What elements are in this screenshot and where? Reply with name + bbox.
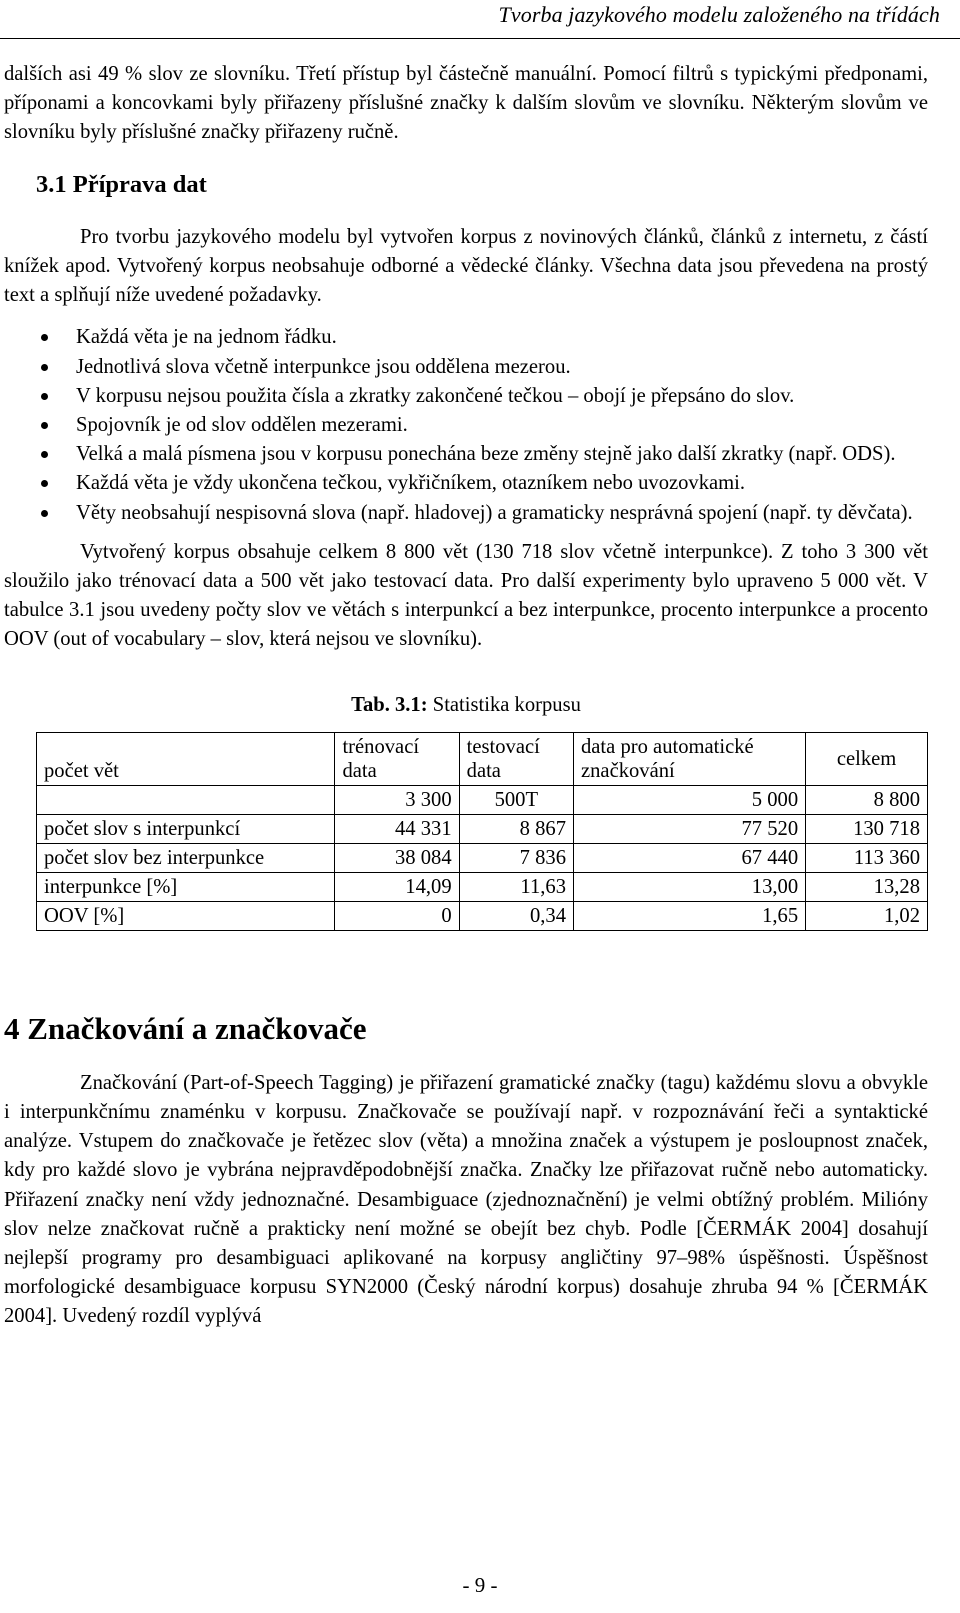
table-cell: 1,65: [574, 901, 806, 930]
table-cell: 38 084: [335, 843, 459, 872]
table-cell: 130 718: [806, 814, 928, 843]
bullet-icon: [41, 451, 48, 458]
column-header: data pro automatické značkování: [574, 732, 806, 785]
table-cell: 44 331: [335, 814, 459, 843]
table-cell: 0: [335, 901, 459, 930]
requirements-list: [4, 323, 928, 527]
table-header-row: [37, 732, 928, 785]
row-label: interpunkce [%]: [37, 872, 335, 901]
table-cell: 113 360: [806, 843, 928, 872]
table-cell: 0,34: [459, 901, 573, 930]
table-cell: 1,02: [806, 901, 928, 930]
heading-spacer: [4, 1049, 928, 1069]
list-item: [4, 411, 928, 440]
table-cell: 67 440: [574, 843, 806, 872]
intro-paragraph: dalších asi 49 % slov ze slovníku. Třetí přístup byl částečně manuální. Pomocí filtrů s typickými předponami, příponami a koncovkami byly přiřazeny příslušné značky k dalším slovům ve slovníku. Některým slovům ve slovníku byly příslušné značky přiřazeny ručně.: [4, 63, 928, 144]
table-caption-label: Tab. 3.1:: [351, 693, 428, 716]
page-number: - 9 -: [462, 1573, 498, 1597]
chapter-heading-4: 4 Značkování a značkovače: [4, 1010, 367, 1046]
table-cell: 11,63: [459, 872, 573, 901]
row-label: počet slov bez interpunkce: [37, 843, 335, 872]
running-header: Tvorba jazykového modelu založeného na třídách: [498, 2, 940, 27]
list-item: [4, 323, 928, 352]
list-item: [4, 440, 928, 469]
section-4-paragraph: Značkování (Part-of-Speech Tagging) je přiřazení gramatické značky (tagu) každému slovu a obvykle i interpunkčnímu znaménku v korpusu. Značkovače se používají např. v rozpoznávání řeči a syntaktické analýze. Vstupem do značkovače je řetězec slov (věta) a množina značek a výstupem je posloupnost značek, kdy pro každé slovo je vybrána nejpravděpodobnější značka. Značky lze přiřazovat ručně nebo automaticky. Přiřazení značky není vždy jednoznačné. Desambiguace (zjednoznačnění) je velmi obtížný problém. Milióny slov nelze značkovat ručně a prakticky není možné se obejít bez chyb. Podle [ČERMÁK 2004] dosahují nejlepší programy pro desambiguaci aplikované na korpusy angličtiny 97–98% úspěšnosti. Úspěšnost morfologické desambiguace korpusu SYN2000 (Český národní korpus) dosahuje zhruba 94 % [ČERMÁK 2004]. Uvedený rozdíl vyplývá: [4, 1071, 928, 1328]
table-cell: 8 867: [459, 814, 573, 843]
table-cell: 14,09: [335, 872, 459, 901]
list-item-text: Věty neobsahují nespisovná slova (např. hladovej) a gramaticky nesprávná spojení (např. ty děvčata).: [76, 501, 913, 524]
bullet-icon: [41, 334, 48, 341]
table-caption: [4, 691, 928, 720]
row-label: počet slov s interpunkcí: [37, 814, 335, 843]
page-content: [4, 60, 928, 1332]
bullet-icon: [41, 422, 48, 429]
table-row: [37, 901, 928, 930]
column-header: celkem: [806, 732, 928, 785]
row-label: OOV [%]: [37, 901, 335, 930]
list-item: [4, 469, 928, 498]
corpus-statistics-table: [36, 732, 928, 931]
table-cell: 13,00: [574, 872, 806, 901]
table-row: [37, 843, 928, 872]
table-cell: 13,28: [806, 872, 928, 901]
table-cell: 77 520: [574, 814, 806, 843]
list-item: [4, 353, 928, 382]
table-cell: 7 836: [459, 843, 573, 872]
list-item-text: Jednotlivá slova včetně interpunkce jsou oddělena mezerou.: [76, 355, 571, 378]
table-row: [37, 814, 928, 843]
table-cell: 3 300: [335, 785, 459, 814]
table-row: [37, 872, 928, 901]
bullet-icon: [41, 393, 48, 400]
column-header: testovací data: [459, 732, 573, 785]
list-item-text: Každá věta je na jednom řádku.: [76, 326, 337, 349]
section-3-1-paragraph-2: Vytvořený korpus obsahuje celkem 8 800 vět (130 718 slov včetně interpunkce). Z toho 3 300 vět sloužilo jako trénovací data a 500 vět jako testovací data. Pro další experimenty bylo upraveno 5 000 vět. V tabulce 3.1 jsou uvedeny počty slov ve větách s interpunkcí a bez interpunkce, procento interpunkce a procento OOV (out of vocabulary – slov, která nejsou ve slovníku).: [4, 540, 928, 651]
list-item-text: Spojovník je od slov oddělen mezerami.: [76, 414, 408, 437]
table-cell: 5 000: [574, 785, 806, 814]
list-item-text: Velká a malá písmena jsou v korpusu ponechána beze změny stejně jako další zkratky (např. ODS).: [76, 443, 896, 466]
table-cell: 8 800: [806, 785, 928, 814]
section-spacer: [4, 931, 928, 1009]
section-heading-3-1: 3.1 Příprava dat: [36, 170, 207, 198]
section-3-1-paragraph: Pro tvorbu jazykového modelu byl vytvořen korpus z novinových článků, článků z internetu, z částí knížek apod. Vytvořený korpus neobsahuje odborné a vědecké články. Všechna data jsou převedena na prostý text a splňují níže uvedené požadavky.: [4, 225, 928, 307]
table-row: [37, 785, 928, 814]
table-corner-cell: počet vět: [37, 732, 335, 785]
table-cell: 500T: [459, 785, 573, 814]
table-cell: [37, 785, 335, 814]
header-rule: [0, 38, 960, 39]
bullet-icon: [41, 480, 48, 487]
list-item-text: V korpusu nejsou použita čísla a zkratky zakončené tečkou – obojí je přepsáno do slov.: [76, 384, 795, 407]
list-item: [4, 382, 928, 411]
column-header: trénovací data: [335, 732, 459, 785]
list-item: [4, 499, 928, 528]
bullet-icon: [41, 364, 48, 371]
list-item-text: Každá věta je vždy ukončena tečkou, vykřičníkem, otazníkem nebo uvozovkami.: [76, 472, 746, 495]
bullet-icon: [41, 510, 48, 517]
table-caption-text: Statistika korpusu: [427, 693, 581, 716]
